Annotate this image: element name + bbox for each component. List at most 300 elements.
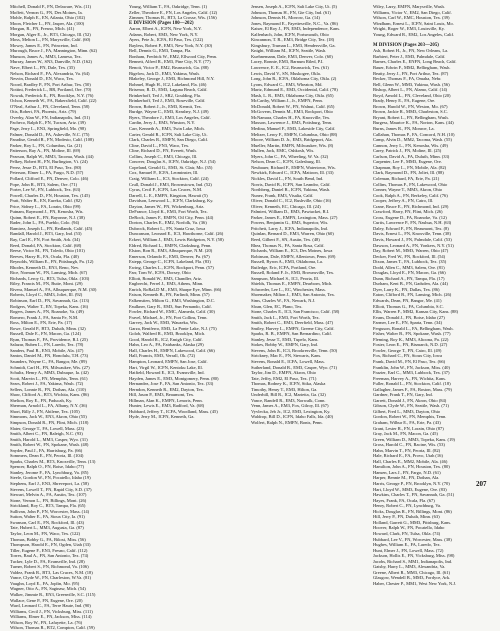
roster-entry: Nunez, Frank, EM3, Visalia, Calif. xyxy=(251,192,314,198)
roster-entry: Hubbard, Jeffery T., ICFA, Woodland, Mass. (45) xyxy=(129,408,218,414)
roster-entry: Wilson, Thomas R., BT2, Compton, Calif. (59) xyxy=(10,625,95,631)
roster-entry: Lyons, Edward C., EM3, Wheaton, Md. xyxy=(251,81,323,87)
roster-entry: Zimmer, Thomas R., BT3, La Crosse, Wis. (156) xyxy=(129,15,217,21)
roster-entry: Hicks, Douglas R., FN, Billings, Mont. (86) xyxy=(373,508,452,514)
roster-entry: Nesvin, Donald D., EN, Waco, Tex. xyxy=(10,76,74,82)
roster-entry: Vance, Randell R., EM3, Norwalk, Conn. xyxy=(251,397,326,403)
roster-entry: Mueller, Martin, EMFN, Milwaukee, Wis. (8) xyxy=(251,142,334,148)
roster-entry: Page, Jerry L., EN3, Springfield, Mo. (98) xyxy=(10,126,86,132)
roster-entry: Norris, David B., ICFN, San Leandro, Calif. xyxy=(251,181,331,187)
roster-entry: Gibson, Clyde W., FN, Seattle, Wash. (71) xyxy=(373,403,449,409)
roster-entry: Pearson, Ralph W., MM3, Tacoma, Wash. (44) xyxy=(10,153,94,159)
roster-entry: Glasgow, Wendell B., MM3, Fordyce, Ark. xyxy=(373,575,451,581)
roster-entry: Clark, Raymond D., FN, Joliet, Ill. (88) xyxy=(373,170,444,176)
roster-entry: Kuehnemann, Dale, EM3, Denver, Colo. (60) xyxy=(251,53,333,59)
roster-entry: Hughes, William E., FA, Laredo, Tex. xyxy=(373,542,441,548)
roster-entry: Pratt, Walter B., EN, Eureka, Calif. (82) xyxy=(10,198,82,204)
roster-entry: Porter, Lee W., FN, Lubbock, Tex. (63) xyxy=(10,187,81,193)
roster-entry: Jones, Raymond E., Fayettesville, N.C., Va. (86) xyxy=(251,20,338,26)
roster-entry: Sampson, Michael S., IC1, Peoria, Ill. xyxy=(251,275,319,281)
roster-entry: Craig, William L., IC3, Stockton, Calif. (24) xyxy=(129,175,209,181)
roster-entry: Knight, William M., ICFN, Seattle, Wash. xyxy=(251,48,327,54)
roster-entry: Brinkerhoff, Ted J., SR2, Goulding, Fla. xyxy=(129,92,201,98)
roster-entry: Farmer, Lee E., FN, Sparta, Tenn. (34) xyxy=(373,320,442,326)
roster-entry: Stevens, Lowell T., FN, Rapid City, S.D. (37) xyxy=(10,486,92,492)
roster-entry: Ewing, Charles L., ICFN, Rockport, Penn. (57) xyxy=(129,264,214,270)
roster-entry: Palmer, Donald D., FA, Asheville, N.C. (75) xyxy=(10,131,90,137)
roster-entry: Gilbert, Fred L., MM3, Dayton, Ohio xyxy=(373,408,441,414)
roster-entry: Cook, Ralph A., FN, Berkeley, Calif. (76) xyxy=(373,192,448,198)
roster-entry: Taylor, Jim D., EMFN, Akron, Ohio xyxy=(251,370,316,376)
roster-entry: Jacobs, Richard S., MM1, Indianapolis, Ind. xyxy=(373,558,453,564)
roster-entry: Murough, Bruce J., FA, Mannington, Minn. (62) xyxy=(10,48,97,54)
roster-entry: Eckert, William J., EM3, Lewis Bridgeton, N.Y. (58) xyxy=(129,236,224,242)
roster-entry: Garza, Beniferro, EM3, La Ponte Lake, N.J. (75) xyxy=(129,325,217,331)
index-column-3 xyxy=(251,4,369,484)
roster-entry: Nelson, Richard F., FA, Alexandria, Va. (64) xyxy=(10,70,90,76)
roster-entry: Otis, Robert, FA, Phoenix, Ariz. (79) xyxy=(10,109,76,115)
roster-entry: Stephens, Earl J., EN3, Shreveport, La. (58) xyxy=(10,481,89,487)
roster-entry: Russell, Dale E., FN, Macon, Ga. (124) xyxy=(10,331,81,337)
roster-entry: Reed, Gilbert F., SN, Austin, Tex. (48) xyxy=(251,236,320,242)
roster-entry: Snyder, Paul J., FA, Harrisburg, Pa. (66) xyxy=(10,447,83,453)
roster-entry: Sparks, Charles M., BT3, Knoxville, Tenn. (13) xyxy=(10,458,96,464)
roster-entry: Myers, John C., FA, Wheeling, W. Va. (32) xyxy=(251,153,329,159)
roster-entry: Fowler, Richard W., EMC, Alameda, Calif. (30) xyxy=(129,309,215,315)
roster-entry: Foster, Leon E., FN, Bismarck, N.D. (27) xyxy=(373,342,448,348)
roster-entry: Zeller, Theodore E., FN, Los Angeles, Calif. (12) xyxy=(129,9,218,15)
roster-entry: Russell, Byron A., EM3, Oklahoma, La. xyxy=(251,259,324,265)
roster-entry: Elliott, Ronald W., EM3, Chandler, Ariz. xyxy=(129,275,203,281)
roster-entry: Faulkner, Gary R., EM3, Sun Fernando, Calif. xyxy=(129,303,212,309)
roster-entry: McGovern, Dennis M., EM3, Rockport, Ohio xyxy=(251,109,333,115)
roster-entry: Kaiser, El Roy J., FN, EM3, Independence, Kans. xyxy=(251,26,341,32)
roster-entry: Brown, Robert J., Jr., EM3, Kermit, Tex. xyxy=(129,103,202,109)
roster-entry: Quinlan, Bernard D., EM3, Warren, Ohio (60) xyxy=(251,231,334,237)
roster-entry: Hatfield, Howard E., IC3, Evansville, Ind. xyxy=(129,370,205,376)
roster-entry: Oliver, Kenneth, EC, Chicago, Ill. (24) xyxy=(251,203,321,209)
roster-entry: Rogers, James A., FN, Roanoke, Va. (49) xyxy=(10,309,84,315)
roster-entry: Pacheco, Ralph E., FN, Tucson, Ariz. (39) xyxy=(10,120,86,126)
roster-entry: Tate, Hubert L., MM3, Augusta, Ga. (87) xyxy=(10,525,84,531)
roster-entry: McCarthy, William J., Jr., EMFN, Penn. xyxy=(251,98,323,104)
roster-entry: Santos, Daniel M., FN, Honolulu, T.H. (73) xyxy=(10,353,89,359)
roster-entry: Hall, Francis, EM3, Verrall, Ok. (72) xyxy=(129,353,195,359)
roster-entry: Johnson, Dennis H., Morrow, Ga. (14) xyxy=(251,15,320,21)
roster-entry: Sutton, Walter E., FA, Sioux City, Ia. (91) xyxy=(10,514,85,520)
roster-entry: Eldred, Richard L., EMFN, Clarksburg, Penn. xyxy=(129,242,212,248)
roster-entry: Henry, Robert C., FN, Lynchburg, Va. xyxy=(373,503,442,509)
roster-entry: Simpson, Donald R., FN, Flint, Mich. (118) xyxy=(10,420,89,426)
roster-entry: Kalfenbach, John, ICFN, Portsmouth, Ohio xyxy=(251,31,329,37)
roster-entry: Ochoa, Kenneth W., FA, Bakersfield, Calif. (22) xyxy=(10,98,97,104)
roster-entry: Overby, Alan W., FN, Indianapolis, Ind. (51) xyxy=(10,114,90,120)
roster-entry: Noord, Bradley P., FN, Port Arthur, Tex. (50) xyxy=(10,81,91,87)
roster-entry: Bishop, Albert L., FN, Alamo, Calif. (14) xyxy=(373,87,448,93)
roster-entry: Green, William D., MM3, Topeka, Kans. (19) xyxy=(373,436,455,442)
roster-entry: Vance, Clyde W., FN, Charleston, W.Va. (81) xyxy=(10,575,91,581)
roster-entry: Duncanson, Leonard E., IC3, Hawthorne, Calif. (26) xyxy=(129,231,224,237)
roster-entry: Elston, Ron R., EM3, Albuquerque, N.M. (20) xyxy=(129,248,213,254)
roster-entry: Grant, Lester R., FN, Lorain, Ohio (87) xyxy=(373,425,444,431)
roster-entry: Strickney, Mac E., FN, Stewarts, Kans. xyxy=(251,353,322,359)
roster-entry: Shelton, Roy E., FN, Paducah, Ky. xyxy=(10,397,73,403)
roster-entry: Adams, Robert, EM3, New York, N.Y. xyxy=(129,31,199,37)
page-number: 207 xyxy=(476,480,487,488)
roster-entry: Estepp, George C., ICFN, Lakeland, Fla. (83) xyxy=(129,259,211,265)
roster-entry: Williams, Elmer E., FN, Jackson, Miss. (114) xyxy=(10,614,92,620)
roster-entry: Moore, William D. Jr., EM3, Bridgeport, Ala. xyxy=(251,137,333,143)
roster-entry: Aaron, Elbert A., ICFN, New York, N.Y. xyxy=(129,26,202,32)
roster-entry: Venn, James A., EM3, Fox, Gilroy, Ill. (67) xyxy=(251,403,329,409)
roster-entry: Hart, Lloyd W., MM3, Eugene, Ore. (83) xyxy=(373,486,447,492)
roster-entry: Nave, Elbert L., FN, Dale, Tex. (35) xyxy=(10,65,75,71)
roster-entry: Camp, Alvin D., MM2, Tacoma, Wash. (55) xyxy=(373,137,452,143)
roster-entry: Reese, Victor M., FN, Toledo, Ohio (101) xyxy=(10,248,85,254)
roster-entry: Smith, Robert C., EM3, Deerfield, Mass. (47) xyxy=(251,320,334,326)
roster-entry: Mitchell, Donald F., FN, Delaware, Wis. (11) xyxy=(10,4,91,9)
roster-entry: Darrell, L. E., EMFN, Kingston, Hawaii (5) xyxy=(129,192,208,198)
roster-entry: Tucker, Lyle D., FA, Evansville, Ind. (28) xyxy=(10,558,85,564)
roster-entry: Thomas, Bobby G., FA, Biloxi, Miss. (56) xyxy=(10,536,86,542)
roster-entry: Salazar, Ruben L., FN, Laredo, Tex. (78) xyxy=(10,342,84,348)
roster-entry: Blakeley, George J., EM3, Richmond Hill, N.Y. xyxy=(129,76,215,82)
roster-entry: Wagner, Otto A., FN, Saginaw, Mich. (54) xyxy=(10,586,86,592)
roster-entry: Gatsby, Harry L., MM3, Alexandria, Va. xyxy=(373,564,446,570)
roster-entry: Williams, Cecil J., FN, Vicksburg, Miss. (111) xyxy=(10,608,93,614)
roster-entry: Coleman, Richard, FA, Erie, Pa. (21) xyxy=(373,175,440,181)
roster-entry: Hyde, Jerry M., ICFN, Kenneth, Ga. xyxy=(129,414,195,420)
roster-entry: Carpenter, Lee F., MM3, Eugene, Ore. xyxy=(373,159,442,165)
roster-entry: McDonald, Robert W., FN, Walnut, Calif. (65) xyxy=(251,103,335,109)
roster-entry: Becker, Thomas F., FA, Omaha, Nebr. xyxy=(373,76,442,82)
roster-entry: Davis, Howard J., FN, Palmdale, Calif. (53) xyxy=(373,236,452,242)
roster-entry: Ray, Carl E., FN, Fort Smith, Ark. (34) xyxy=(10,236,80,242)
roster-entry: Greene, Albert R., MM3, Chicago, Ill. (61) xyxy=(373,569,451,575)
roster-entry: Nelson, Dean C., ICFN, Galesburg, Ill. xyxy=(251,159,321,165)
roster-entry: Clark, Charles R., EMFN, San Diego, Calif. xyxy=(129,137,209,143)
roster-entry: Harris, George P., FN, Brooklyn, N.Y. (70) xyxy=(373,481,450,487)
roster-entry: Scott, Marvin L., FN, Memphis, Tenn. (61) xyxy=(10,375,88,381)
roster-entry: Swanson, Carl E., FN, Rockford, Ill. (43) xyxy=(10,519,85,525)
roster-entry: Riley, Francis M., FN, Butte, Mont. (29) xyxy=(10,281,83,287)
roster-entry: Cline, Richard D., FN, Everett, Wash. xyxy=(129,148,197,154)
roster-entry: Conover, Douglas S., ICFN, Oakridge, N.J. (54) xyxy=(129,159,216,165)
roster-entry: Decker, Fred W., FN, Rockford, Ill. (54) xyxy=(373,253,446,259)
roster-entry: Gordon, Robert W., FN, Memphis, Tenn. xyxy=(373,414,447,420)
roster-entry: Shields, Thomas E., EMFN, Dearborn, Mich. xyxy=(251,281,333,287)
roster-entry: Holland, Garrett G., MM3, Pittsburg, Kans. xyxy=(373,519,452,525)
roster-entry: Daley, Edward F., FN, Beaumont, Tex. (8) xyxy=(373,225,449,231)
roster-entry: Ellis, Warren F., MM2, Kansas City, Kans. (88) xyxy=(373,309,459,315)
roster-entry: Garvey, Jack W., EM3, Wauzeka, Wis. xyxy=(129,320,199,326)
roster-entry: Day, Robert M., MM3, Warren, Ohio (47) xyxy=(373,248,449,254)
roster-entry: Sommers, Dean E., FN, Peoria, Ill. (104) xyxy=(10,453,84,459)
roster-entry: Crawford, Harry, FN, Flint, Mich. (26) xyxy=(373,209,443,215)
roster-entry: Pritchett, Larry J., ICFA, Indianapolis, Ind. xyxy=(251,225,328,231)
roster-entry: Taylor, Leon M., FN, Waco, Tex. (122) xyxy=(10,530,81,536)
roster-entry: Brinkerhoff, Ted J., EM3, Roseville, Calif. xyxy=(129,98,206,104)
roster-entry: Rhea, Thomas N., FA, Santa Rosa, Calif. xyxy=(251,242,325,248)
roster-entry: Kingsbury, Truman L., EM3, Hendersville, Ga. xyxy=(251,42,336,48)
roster-entry: Sims, Charles W., FA, Newark, N.J. xyxy=(251,297,316,303)
roster-entry: Williams, Victor V., EM2, San Diego, Calif. xyxy=(373,9,452,15)
roster-entry: Hunt, Elmer J., FN, Lowell, Mass. (72) xyxy=(373,547,444,553)
roster-entry: Ross, Milton E., FN, Erie, Pa. (17) xyxy=(10,320,73,326)
roster-entry: Robinson, Earl D., FN, Savannah, Ga. (113) xyxy=(10,297,90,303)
roster-entry: Reeves, Harry R., FA, Ocala, Fla. (40) xyxy=(10,253,79,259)
roster-entry: Dubrock, Robert L., FN, Santa Cruz, Iowa xyxy=(129,225,206,231)
roster-entry: Slater, George T., FA, Lowell, Mass. (23) xyxy=(10,425,85,431)
roster-entry: Wilson, Roy W., FN, Lafayette, La. (76) xyxy=(10,619,83,625)
roster-entry: Roberts, Lloyd C., MM3, Joliet, Ill. (92) xyxy=(10,292,83,298)
roster-entry: Fravel, Michael, Jr., FN, Fort Collins, Tenn. xyxy=(129,314,208,320)
roster-entry: Stone, Vernon L., FN, Billings, Mont. (26) xyxy=(10,497,87,503)
roster-entry: Eaton, Clifford B., FN, Lansing, Mich. (26) xyxy=(373,292,452,298)
roster-entry: Elliott, Thomas G., FA, Columbia, S.C. xyxy=(373,303,444,309)
roster-entry: Lewis, David V., SN, Muskogee, Okla. xyxy=(251,70,321,76)
roster-entry: Callahan, Thomas P., FA, Concord, N.H. (10) xyxy=(373,131,455,137)
roster-entry: Tate, Jeffry, EM2, El Paso, Tex. (71) xyxy=(251,375,317,381)
roster-entry: Young, Edward R., EM2, Los Angeles, Calif. xyxy=(373,31,455,37)
roster-entry: Hahn, Marvin T., FN, Peoria, Ill. (82) xyxy=(373,447,441,453)
roster-entry: Jackson, Hollis E., FN, Vicksburg, Miss. (98) xyxy=(373,553,455,559)
roster-entry: Sutherland, Donald B., EM3, Casper, Wyo. (71) xyxy=(251,364,338,370)
roster-entry: Pollard, Clifford E., FN, Denver, Colo. (46) xyxy=(10,175,89,181)
roster-entry: Meltzer, Leroy F., EMFN, Columbus, Ohio (88) xyxy=(251,131,338,137)
roster-entry: Hernandez, Jose F., FA, San Antonio, Tex. (33) xyxy=(129,381,214,387)
roster-entry: Torres, Raul A., FN, San Antonio, Tex. (74) xyxy=(10,553,89,559)
roster-entry: Hart, Virgil W., ICFN, Kentoku Lake, Ill. xyxy=(129,364,203,370)
roster-entry: Bigelow, Jack D., EM3, Yakima, Wash. xyxy=(129,70,200,76)
roster-entry: Fowler, George T., FN, Cairo, Ill. (49) xyxy=(373,347,442,353)
roster-entry: Cox, Samuel P., ICFA, Leominster, Ill. xyxy=(129,170,199,176)
roster-entry: Vaughn, Loyd E., FA, Joplin, Mo. (95) xyxy=(10,580,80,586)
roster-entry: Hoover, Ralph W., FN, Pocatello, Idaho xyxy=(373,525,445,531)
roster-entry: DeRock, James F., EMFN, Oil City, Penn. (44) xyxy=(129,214,214,220)
roster-entry: Falkenstien, Milton G., EM3, Washington, D.C. xyxy=(129,297,215,303)
division-heading: M DIVISION (Pages 203—205) xyxy=(373,42,439,48)
roster-entry: Wilson, Carl W., EMC, Houston, Tex. (39) xyxy=(373,15,450,21)
roster-entry: Schultz, Henry A., MM3, Dubuque, Ia. (42) xyxy=(10,370,89,376)
roster-entry: Dorton, Charles E., EM2, Norfolk, Va. (36) xyxy=(129,220,207,226)
roster-entry: Bell, Dennis G., EM3, Tampa, Fla. xyxy=(129,48,192,54)
roster-entry: Smith, Albert C., FN, Raleigh, N.C. (93) xyxy=(10,431,83,437)
roster-entry: Bonham, Fredrick W., EM2, Ellwood City, Penn. xyxy=(129,53,218,59)
roster-entry: Perez, Jesse D., BT3, El Paso, Tex. (80) xyxy=(10,164,82,170)
roster-entry: Benoit, Victor P., EM2, Brunswick, Ga. (88) xyxy=(129,65,209,71)
roster-entry: Burdge, Wayne C., EM3, Keasbey, N.J. (49) xyxy=(129,109,209,115)
roster-entry: Short, Billy J., FN, Abilene, Tex. (105) xyxy=(10,408,80,414)
roster-entry: Byers, Theodore J., EM3, Los Angeles, Calif. xyxy=(129,114,211,120)
roster-entry: Mowry, James E., FN, Princeton, Ind. xyxy=(10,42,78,48)
roster-entry: Young, William T., FA, Oakridge, Tenn. (1) xyxy=(129,4,207,9)
roster-entry: Cannon, Jerry L., FN, Kenosha, Wis. (49) xyxy=(373,142,448,148)
roster-entry: Dixon, James T., FA, Lubbock, Tex. (35) xyxy=(373,259,447,265)
roster-entry: Hall, Charles H., EMFN, Lakewood, Calif. (66) xyxy=(129,347,215,353)
division-heading: E DIVISION (Pages 180—202) xyxy=(129,20,194,26)
roster-entry: Hill, Jason P., EM3, Beaumont, Tex. xyxy=(129,392,195,398)
roster-entry: Stone, Charles E., IC3, San Francisco, Calif. (58) xyxy=(251,309,340,315)
roster-entry: Hamilton, John A., FN, Houston, Tex. (80) xyxy=(373,464,450,470)
roster-entry: Putnam, Raymond J., FN, Kenosha, Wis. xyxy=(10,209,84,215)
roster-entry: Frazier, Earl C., MM3, Lubbock, Tex. (37) xyxy=(373,370,450,376)
roster-entry: O'Neal, Arthur J., FN, Cleveland, Tenn. (58) xyxy=(10,103,90,109)
roster-entry: Chapman, Roy L., FN, Mobile, Ala. (82) xyxy=(373,164,447,170)
roster-entry: Rivera, Manuel A., FA, Albuquerque, N.M. (30) xyxy=(10,286,97,292)
roster-entry: Vyvlecka, Jeb Jr., IC2, EM3, Lexington, Ky. xyxy=(251,408,331,414)
roster-entry: Powers, Benjamin G., EM3, Superior, Wis. xyxy=(251,220,329,226)
roster-entry: Randall, Harold J., BT3, Gary, Ind. (53) xyxy=(10,231,82,237)
roster-entry: Northberg, Daniel R., ICFN, Yakima, Wash. xyxy=(251,187,331,193)
roster-entry: Smith, Jack L., EM3, Fort Worth, Tex. xyxy=(251,314,320,320)
roster-entry: Peterson, Elmer L., FA, Fargo, N.D. (57) xyxy=(10,170,84,176)
roster-entry: Thomas, Rodney K., ICFN, Sitka, Alaska xyxy=(251,381,326,387)
roster-entry: Gross, Harold C., FN, Racine, Wis. (53) xyxy=(373,442,445,448)
roster-entry: Hall, Charles E., MM2, Mobile, Ala. (46) xyxy=(373,458,448,464)
roster-entry: Sherman, Arnold L., FA, Albany, N.Y. (36) xyxy=(10,403,87,409)
roster-entry: Fisher, Walter B., FN, Spokane, Wash. (77) xyxy=(373,331,451,337)
roster-entry: Hubbard, Lee V., FN, Worcester, Mass. (38) xyxy=(373,536,452,542)
roster-entry: Richards, Leroy G., BT3, Tulsa, Okla. (103) xyxy=(10,275,90,281)
roster-entry: Patterson, Ray A., FN, Moline, Ill. (69) xyxy=(10,148,81,154)
roster-entry: Morgan, R., FN, Fresno, Mich. (41) xyxy=(10,26,75,32)
roster-entry: Crull, Donald J., EM3, Brownstown, Ind. (52) xyxy=(129,181,212,187)
roster-entry: Palmieri, William D., EM3, Pawtucket, R.I. xyxy=(251,209,330,215)
roster-entry: Martz, Edmund E., EM3, Occidental, Calif. (78) xyxy=(251,87,338,93)
roster-entry: Medina, Manuel F., EM3, Lakeside City, Calif. xyxy=(251,126,336,132)
roster-entry: Stanley, Jesse T., EM3, Tupelo, Kans. xyxy=(251,336,319,342)
roster-entry: Munson, James A., MM3, Lamesa, Tex. xyxy=(10,53,82,59)
roster-entry: Stevens, Ronald E., ICFA, Lowell, Mass. xyxy=(251,359,325,364)
roster-entry: Engbrecht, Ferrel J., EM3, Athens, Minn. xyxy=(129,281,204,287)
roster-entry: Walker, Jimmie R., EN3, Greenville, S.C. (115) xyxy=(10,591,96,597)
roster-entry: Carter, Gerald R., ICFN, Salt Lake City, Ut. xyxy=(129,131,208,137)
roster-entry: Richards, William E., IC3, Des Moines, Iowa xyxy=(251,248,333,254)
roster-entry: Powell, Charles D., FN, Houston, Tex. (145) xyxy=(10,192,90,198)
roster-entry: Carlson, David A., FA, Duluth, Minn. (33) xyxy=(373,153,450,159)
roster-entry: Collins, Thomas F., FN, Lakewood, Ohio xyxy=(373,181,448,187)
roster-entry: Moon, Fletcher L., FN, Jasper, Ala. (100) xyxy=(10,20,85,26)
roster-entry: Thompson, Harold E., FN, Ogden, Utah (33) xyxy=(10,542,91,548)
roster-entry: Saunders, Wayne C., FA, Bangor, Me. (89) xyxy=(10,359,87,364)
roster-entry: Dodd, Allen C., MM3, Salem, Ore. (81) xyxy=(373,264,445,270)
roster-entry: Haber, Chester P., MM1, West New York, N.J. xyxy=(373,580,457,586)
roster-entry: Bayless, Robert P., EM3, New York, N.Y. (30) xyxy=(129,42,213,48)
roster-entry: Rowe, Gerald P., BT3, Duluth, Minn. (32) xyxy=(10,325,86,331)
roster-entry: Beatty, Jerry J., FN, Port Arthur, Tex. (87) xyxy=(373,70,449,76)
roster-entry: Wright, Roger W., EM3, Louisville, Ky. xyxy=(373,26,445,32)
roster-entry: Rodgers, Walter T., EN, Topeka, Kans. (16) xyxy=(10,303,89,309)
roster-entry: Bohmel, Hugh H., IC2, Lakeland, Fla. (46) xyxy=(129,81,207,87)
roster-entry: Curtis, Lawrence P., FN, Nashua, N.H. (63) xyxy=(373,220,452,226)
index-column-2 xyxy=(129,4,247,484)
roster-entry: Valdez, Frank R., BT3, Las Cruces, N.M. (18) xyxy=(10,569,93,575)
roster-entry: Shoemaker, Milton J., EM3, San Antonio, Tex. xyxy=(251,292,335,298)
roster-entry: Edwards, Dean, FN, Bangor, Me. (41) xyxy=(373,297,442,303)
roster-entry: Collins, Joseph C., EM3, Chicago, Ill. xyxy=(129,153,198,159)
roster-entry: Parker, James E., EMFN, Lexington, Mass. (27) xyxy=(251,214,338,220)
roster-entry: Brown, Jackie R., MM3, Charleston, S.C. xyxy=(373,109,448,115)
roster-entry: Sloan, Glen, EC, Plano, Tex. xyxy=(251,303,303,309)
roster-entry: Gray, Jack M., FN, Macon, Ga. (45) xyxy=(373,431,438,437)
roster-entry: Copeland, Gerald G., EM3, St. Clair, Mo. (35) xyxy=(129,164,213,170)
roster-entry: Simmons, Jack W., EN3, Akron, Ohio (55) xyxy=(10,414,87,420)
roster-entry: Price, Sidney L., FA, Lorain, Ohio (99) xyxy=(10,203,81,209)
roster-entry: Cross, Eugene D., FA, Roanoke, Va. (12) xyxy=(373,214,447,220)
roster-entry: Ferguson, Ronald L., FA, Bellingham, Wash. xyxy=(373,325,454,331)
roster-entry: Good, Harold R., IC2, Emigh City, Calif. xyxy=(129,336,203,342)
roster-entry: Morgan, Alger E., Jr., BT3, Chicago, Ill. (52) xyxy=(10,31,91,37)
roster-entry: Hale, Richard E., FA, Provo, Utah (16) xyxy=(373,453,443,459)
roster-entry: Brisenor, R. D., EM3, Laguna Beach, Calif. xyxy=(129,87,208,93)
roster-entry: Durham, Kent B., FN, Gadsden, Ala. (44) xyxy=(373,281,448,287)
roster-entry: Smiley, Harvey L., EMFN, Greene City, Calif. xyxy=(251,325,335,331)
roster-entry: Kincannon, T. R., EM3, Bridge City, Tex. (18) xyxy=(251,37,335,43)
roster-entry: Golob, Walfred R., EM3, Brooklyn, Mich. xyxy=(129,331,206,337)
roster-entry: Gardner, Frank T., FN, Gary, Ind. xyxy=(373,392,433,398)
roster-entry: Mash, L. R., EM3, Oklahoma City, Okla. (65) xyxy=(251,92,334,98)
roster-entry: Neubauer, Richard F., EMFN, Watertown, Wis. xyxy=(251,164,336,170)
roster-entry: Sears, Robert J., FA, Yakima, Wash. (72) xyxy=(10,381,84,387)
roster-entry: Barbieri, Peter J., EM3, Palmdale, Calif. xyxy=(373,53,446,59)
roster-entry: Cooper, Jeffrey A., FN, Cairo, Ill. xyxy=(373,198,434,204)
roster-entry: Jensen, Joseph A., ICFN, Salt Lake City, Ut. (5) xyxy=(251,4,337,9)
roster-entry: Carr, Kenneth A., EM3, Twin Lake, Mich. xyxy=(129,126,205,132)
roster-entry: Sparks, R. B., EMFN, San Bernardino, Calif. xyxy=(251,331,332,337)
roster-entry: Hayden, James E., EM3, Montgomery, Penn. (80) xyxy=(129,375,219,381)
roster-entry: Oliver, Donald C., IC2, Rushville, Ohio (16) xyxy=(251,198,331,204)
roster-entry: Dyer, Larry K., FN, Dallas, Tex. (86) xyxy=(373,286,440,292)
roster-entry: Wallace, Gene P., FN, Eugene, Ore. (20) xyxy=(10,597,83,603)
roster-entry: Ramirez, Joseph L., FN, Redlands, Calif. (45) xyxy=(10,225,93,231)
roster-entry: Nickles, David L., FN, South Bend, Ind. xyxy=(251,175,324,181)
roster-entry: Nottini, Frederick L., BR, Portland, Ore. (70) xyxy=(10,87,92,93)
roster-entry: Moffett, Vernon G., FN, Des Moines, Ia. xyxy=(10,9,83,15)
roster-entry: Garrett, Donald J., FN, Akron, Ohio (84) xyxy=(373,397,447,403)
roster-entry: Hansen, Lars J., FN, Fargo, N.D. (61) xyxy=(373,469,441,475)
roster-entry: Hunter, Lewis E., EM3, Radford, Va. (68) xyxy=(129,403,205,409)
roster-entry: Emerson, Orlando E., EM3, Denver, Pa. (67) xyxy=(129,253,210,259)
roster-entry: Moss, Melton L., FN, Marysville, Calif. (60) xyxy=(10,37,91,43)
roster-entry: Strickland, Roy C., BT3, Tampa, Fla. (65) xyxy=(10,503,86,509)
roster-entry: Fox, Richard C., FN, Sioux City, Iowa xyxy=(373,353,442,359)
roster-entry: DeFrance, Lloyd K., EM3, Fort Worth, Tex. xyxy=(129,209,208,215)
roster-entry: Johnson, Thomas H., FN, Gie City, Ind. (61) xyxy=(251,9,331,15)
roster-entry: Schroeder, Lee L., EC, Winchester, Mass. xyxy=(251,286,326,292)
roster-entry: Faison, Kenneth B., FN, Farlindt, Minn. (57) xyxy=(129,292,210,298)
roster-entry: Burns, James R., FN, Monroe, La. xyxy=(373,126,435,132)
roster-entry: Ayers, Pete Jr., ICFA, El Paso, Tex. (122) xyxy=(129,37,203,43)
roster-entry: Timothy, Henry T., EM3, Hilton, Ga. xyxy=(251,386,318,392)
roster-entry: Stevens, John R., IC3, Brookresville, Tenn. (50) xyxy=(251,347,338,353)
roster-entry: Harper, Bennie M., FN, Dothan, Ala. xyxy=(373,475,440,481)
roster-entry: Dayton, James W., FN, Wickenburg, Ariz. xyxy=(129,203,205,209)
roster-entry: Burgess, Maurice K., FA, Norton, Kans. (44) xyxy=(373,120,454,126)
roster-entry: Davidson, Lenwood L., ICFN, Clarksburg, Ky. xyxy=(129,198,214,204)
roster-entry: Paradise, Gerald R., FN, Modesto, Calif. (108) xyxy=(10,137,94,143)
roster-entry: Wiley, Larry, EMFN, Marysville, Wash. xyxy=(373,4,445,9)
roster-entry: Rader, John L., FA, Pueblo, Colo. (94) xyxy=(10,220,80,226)
roster-entry: Frank, David M., FN, El Paso, Tex. (66) xyxy=(373,359,446,364)
roster-entry: Rhodes, Kenneth D., EN3, Reno, Nev. xyxy=(10,264,79,270)
roster-entry: Sanders, Paul R., EN3, Mobile, Ala. (47) xyxy=(10,347,84,353)
roster-entry: Crane, Bruce E., FN, Richmond, Ind. (29) xyxy=(373,203,449,209)
roster-entry: Howard, Clark, FN, Tulsa, Okla. (74) xyxy=(373,530,441,536)
roster-entry: Long, John R., ICFA, Oklahoma City, Okla. (2) xyxy=(251,76,337,82)
roster-entry: Carey, Patrick J., FN, Moline, Ill. (25) xyxy=(373,148,442,154)
roster-entry: Smith, Robert W., FN, Spokane, Wash. (48) xyxy=(10,442,89,448)
